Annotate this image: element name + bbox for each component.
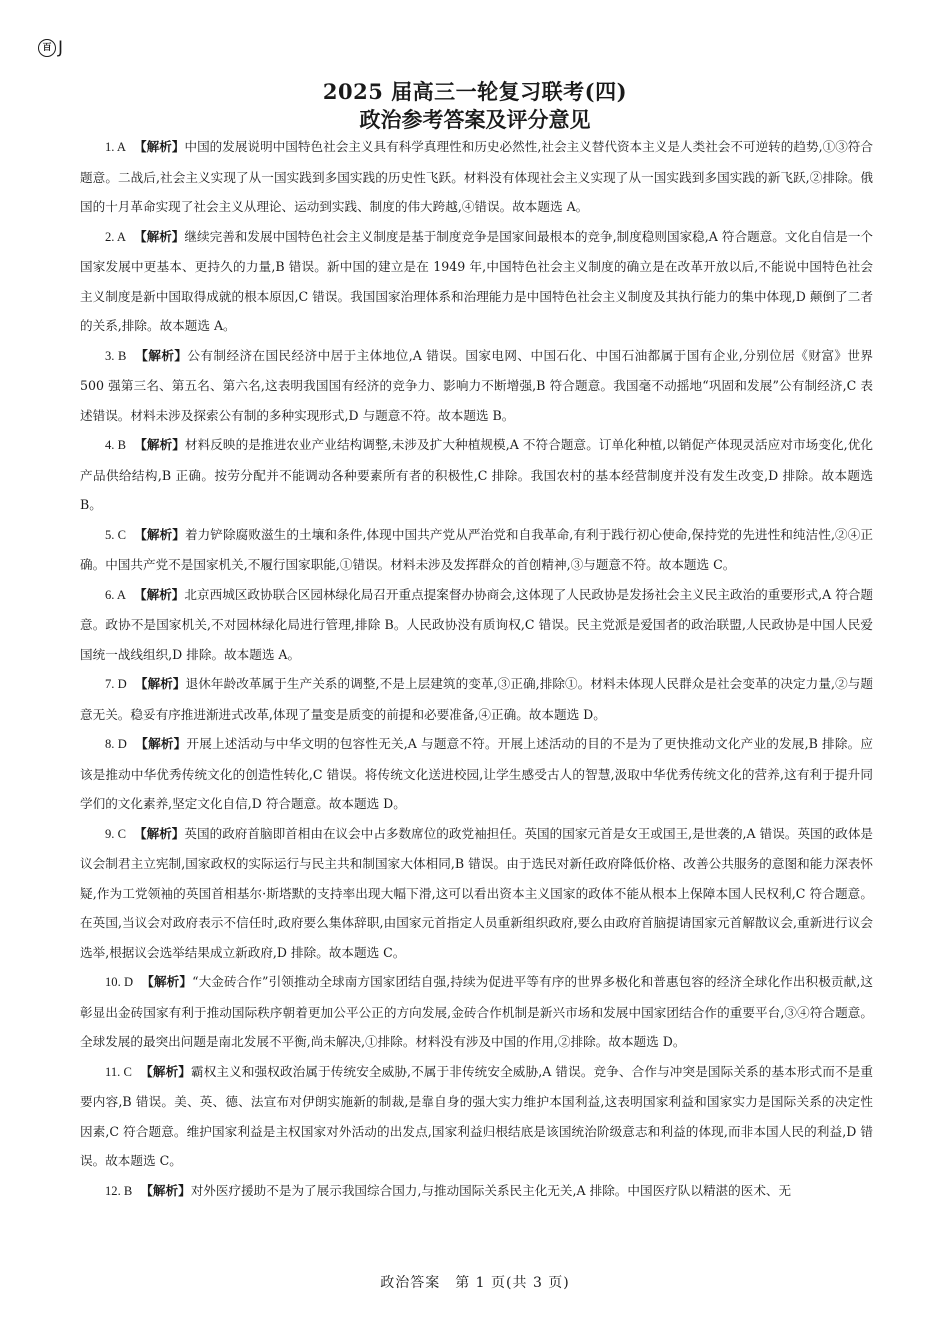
- analysis-tag: 【解析】: [140, 1182, 191, 1198]
- answer-item: [80, 967, 873, 1057]
- answer-number: 8. D: [105, 737, 127, 751]
- answer-text: 霸权主义和强权政治属于传统安全威胁,不属于非传统安全威胁,A 错误。竞争、合作与冲突是国际关系的基本形式而不是重要内容,B 错误。美、英、德、法宣布对伊朗实施新的制裁,是靠自身的强大实力维护本国利益,这表明国家利益和国家实力是国际关系的决定性因素,C 符合题意。维护国家利益是主权国家对外活动的出发点,国家利益归根结底是该国统治阶级意志和利益的体现,而非本国人民的利益,D 错误。故本题选 C。: [80, 1063, 873, 1168]
- answer-number: 9. C: [105, 826, 126, 841]
- publisher-logo: [38, 38, 63, 58]
- answer-number: 6. A: [105, 587, 126, 602]
- answer-item: [80, 132, 873, 222]
- analysis-tag: 【解析】: [134, 526, 185, 542]
- document-subtitle: 政治参考答案及评分意见: [359, 108, 591, 132]
- answer-item: [80, 819, 873, 968]
- answer-text: 开展上述活动与中华文明的包容性无关,A 与题意不符。开展上述活动的目的不是为了更快推动文化产业的发展,B 排除。应该是推动中华优秀传统文化的创造性转化,C 错误。将传统文化送进校园,让学生感受古人的智慧,汲取中华优秀传统文化的营养,这有利于提升同学们的文化素养,坚定文化自信,D 符合题意。故本题选 D。: [80, 736, 873, 811]
- answer-list: [80, 132, 873, 1206]
- answer-number: 2. A: [105, 229, 126, 244]
- logo-letter: J: [58, 38, 64, 58]
- answer-item: [80, 580, 873, 670]
- answer-number: 1. A: [105, 140, 127, 154]
- answer-number: 3. B: [105, 348, 127, 363]
- answer-number: 5. C: [105, 527, 127, 542]
- answer-number: 11. C: [105, 1064, 132, 1079]
- answer-text: 材料反映的是推进农业产业结构调整,未涉及扩大种植规模,A 不符合题意。订单化种植,以销促产体现灵活应对市场变化,优化产品供给结构,B 正确。按劳分配并不能调动各种要素所有者的积极性,C 排除。我国农村的基本经营制度并没有发生改变,D 排除。故本题选 B。: [80, 437, 873, 512]
- answer-item: [80, 669, 873, 729]
- answer-number: 12. B: [105, 1183, 133, 1198]
- answer-number: 7. D: [105, 677, 127, 691]
- answer-text: 退休年龄改革属于生产关系的调整,不是上层建筑的变革,③正确,排除①。材料未体现人民群众是社会变革的决定力量,②与题意无关。稳妥有序推进渐进式改革,体现了量变是质变的前提和必要准备,④正确。故本题选 D。: [80, 676, 873, 722]
- logo-seal-icon: 百: [38, 39, 56, 57]
- answer-item: [80, 430, 873, 520]
- analysis-tag: 【解析】: [134, 139, 185, 154]
- document-title: 2025 届高三一轮复习联考(四): [322, 79, 628, 104]
- answer-text: 中国的发展说明中国特色社会主义具有科学真理性和历史必然性,社会主义替代资本主义是人类社会不可逆转的趋势,①③符合题意。二战后,社会主义实现了从一国实践到多国实践的历史性飞跃。材料没有体现社会主义实现了从一国实践到多国实践的新飞跃,②排除。俄国的十月革命实现了社会主义从理论、运动到实践、制度的伟大跨越,④错误。故本题选 A。: [80, 139, 874, 214]
- analysis-tag: 【解析】: [134, 676, 186, 691]
- answer-text: 英国的政府首脑即首相由在议会中占多数席位的政党袖担任。英国的国家元首是女王或国王,是世袭的,A 错误。英国的政体是议会制君主立宪制,国家政权的实际运行与民主共和制国家大体相同,B 错误。由于选民对新任政府降低价格、改善公共服务的意图和能力深表怀疑,作为工党领袖的英国首相基尔·斯塔默的支持率出现大幅下滑,这可以看出资本主义国家的政体不能从根本上保障本国人民权利,C 符合题意。在英国,当议会对政府表示不信任时,政府要么集体辞职,由国家元首指定人员重新组织政府,要么由政府首脑提请国家元首解散议会,重新进行议会选举,根据议会选举结果成立新政府,D 排除。故本题选 C。: [80, 825, 874, 960]
- analysis-tag: 【解析】: [134, 825, 185, 841]
- answer-text: 着力铲除腐败滋生的土壤和条件,体现中国共产党从严治党和自我革命,有利于践行初心使命,保持党的先进性和纯洁性,②④正确。中国共产党不是国家机关,不履行国家职能,①错误。材料未涉及发挥群众的首创精神,③与题意不符。故本题选 C。: [80, 526, 873, 572]
- analysis-tag: 【解析】: [134, 228, 185, 244]
- page-footer: 政治答案 第 1 页(共 3 页): [380, 1275, 570, 1291]
- answer-item: [80, 1176, 873, 1207]
- answer-item: [80, 1057, 873, 1176]
- analysis-tag: 【解析】: [134, 586, 185, 602]
- answer-text: 公有制经济在国民经济中居于主体地位,A 错误。国家电网、中国石化、中国石油都属于国有企业,分别位居《财富》世界 500 强第三名、第五名、第六名,这表明我国国有经济的竞争力、影响力不断增强,B 符合题意。我国毫不动摇地“巩固和发展”公有制经济,C 表述错误。材料未涉及探索公有制的多种实现形式,D 与题意不符。故本题选 B。: [80, 347, 874, 423]
- answer-text: 北京西城区政协联合区园林绿化局召开重点提案督办协商会,这体现了人民政协是发扬社会主义民主政治的重要形式,A 符合题意。政协不是国家机关,不对园林绿化局进行管理,排除 B。人民政协没有质询权,C 错误。民主党派是爱国者的政治联盟,人民政协是中国人民爱国统一战线组织,D 排除。故本题选 A。: [80, 586, 874, 662]
- answer-item: [80, 341, 873, 431]
- answer-text: 继续完善和发展中国特色社会主义制度是基于制度竞争是国家间最根本的竞争,制度稳则国家稳,A 符合题意。文化自信是一个国家发展中更基本、更持久的力量,B 错误。新中国的建立是在 1949 年,中国特色社会主义制度的确立是在改革开放以后,不能说中国特色社会主义制度是新中国取得成就的根本原因,C 错误。我国国家治理体系和治理能力是中国特色社会主义制度及其执行能力的集中体现,D 颠倒了二者的关系,排除。故本题选 A。: [80, 228, 874, 333]
- analysis-tag: 【解析】: [134, 437, 185, 452]
- analysis-tag: 【解析】: [141, 974, 193, 989]
- answer-item: [80, 222, 873, 341]
- answer-text: “大金砖合作”引领推动全球南方国家团结自强,持续为促进平等有序的世界多极化和普惠包容的经济全球化作出积极贡献,这彰显出金砖国家有利于推动国际秩序朝着更加公平公正的方向发展,金砖合作机制是新兴市场和发展中国家团结合作的重要平台,③④符合题意。全球发展的最突出问题是南北发展不平衡,尚未解决,①排除。材料没有涉及中国的作用,②排除。故本题选 D。: [80, 974, 874, 1049]
- answer-text: 对外医疗援助不是为了展示我国综合国力,与推动国际关系民主化无关,A 排除。中国医疗队以精湛的医术、无: [190, 1182, 792, 1198]
- analysis-tag: 【解析】: [135, 347, 188, 363]
- answer-item: [80, 520, 873, 580]
- answer-number: 10. D: [105, 975, 134, 989]
- analysis-tag: 【解析】: [140, 1063, 191, 1079]
- analysis-tag: 【解析】: [135, 736, 187, 751]
- answer-item: [80, 729, 873, 819]
- answer-number: 4. B: [105, 438, 127, 452]
